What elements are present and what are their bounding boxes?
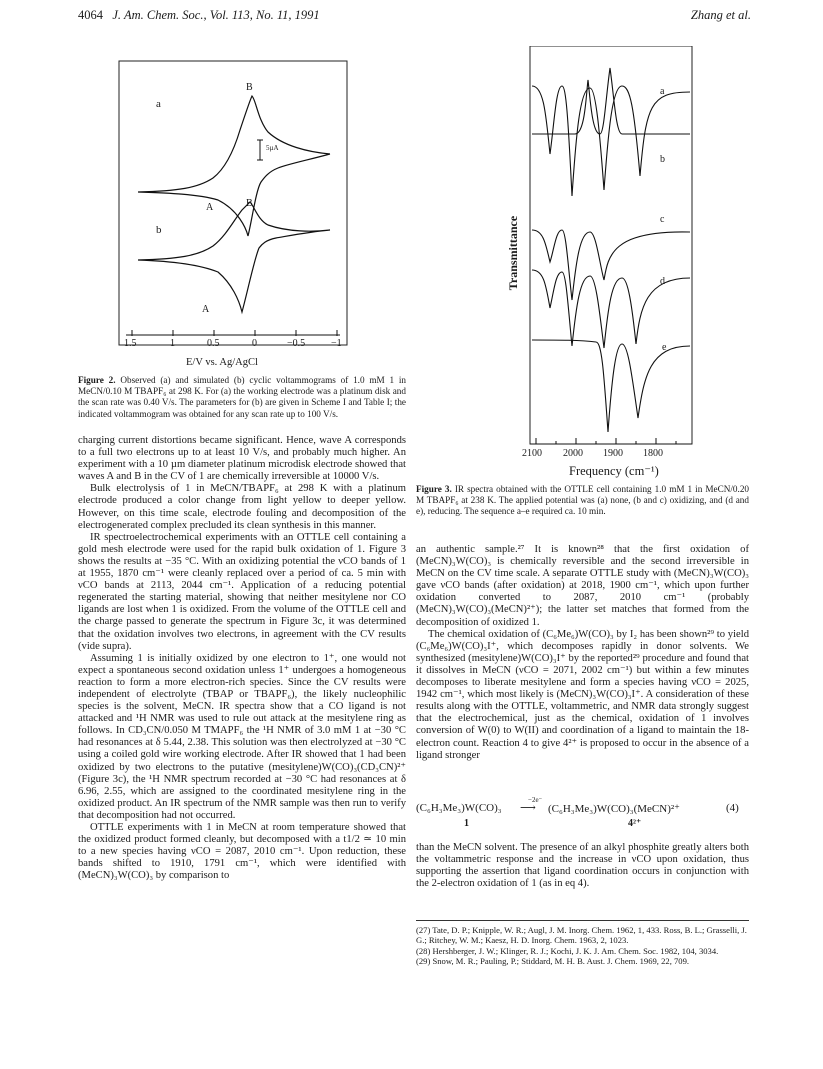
wave-label-b2: B xyxy=(246,198,253,209)
references-divider xyxy=(416,920,749,921)
figure-2-caption-label: Figure 2. xyxy=(78,375,116,385)
ir-trace-d xyxy=(532,270,690,348)
figure-2-caption xyxy=(78,375,406,420)
references xyxy=(416,925,749,966)
compound-label-4: 4²⁺ xyxy=(628,818,642,829)
tick-label: 0.5 xyxy=(207,338,220,349)
figure-2-caption-text: Observed (a) and simulated (b) cyclic voltammograms of 1.0 mM 1 in MeCN/0.10 M TBAPF₆ at 298 K. For (a) the working electrode was a platinum disk and the scan rate was 0.40 V/s. The parameters for (b) are given in Scheme I and Table I; the indicated voltammogram was obtained for any scan rate up to 100 V/s. xyxy=(78,375,406,419)
figure-3-ir-spectra xyxy=(500,46,730,466)
figure-3-ylabel: Transmittance xyxy=(506,215,520,291)
paragraph: charging current distortions became significant. Hence, wave A corresponds to a full two electrons up to at least 10 V/s, and probably much higher. An experiment with a 10 µm diameter platinum microdisk electrode showed that waves A and B in the CV of 1 are chemically irreversible at 10000 V/s. xyxy=(78,435,406,483)
equation-arrow-label: −2e⁻ xyxy=(528,796,543,804)
tick-label: 1 xyxy=(170,338,175,349)
paragraph: an authentic sample.²⁷ It is known²⁸ that the first oxidation of (MeCN)₃W(CO)₃ is chemically reversible and the second irreversible in MeCN on the CV time scale. A separate OTTLE study with (MeCN)₃W(CO)₃ gave νCO bands (after oxidation) at 2018, 1900 cm⁻¹, which upon further oxidation converted to 2087, 2010 cm⁻¹ (probably (MeCN)₃W(CO)₃(MeCN)²⁺); the latter set matches that formed from the decomposition of oxidized 1. xyxy=(416,544,749,628)
page-number: 4064 xyxy=(78,8,103,22)
ir-trace-label: e xyxy=(662,342,667,353)
ir-trace-label: c xyxy=(660,214,665,225)
ir-trace-label: b xyxy=(660,154,665,165)
author-header: Zhang et al. xyxy=(690,8,751,22)
ir-trace-a xyxy=(532,68,690,134)
trace-label-b: b xyxy=(156,224,162,236)
ir-tick-label: 1800 xyxy=(643,448,663,459)
paragraph: Assuming 1 is initially oxidized by one electron to 1⁺, one would not expect a spontaneous second oxidation unless 1⁺ undergoes a homogeneous reaction to form a more electron-rich species. Since the CV results were independent of electrolyte (TBAP or TBAPF₆), the likely nucleophilic species is the solvent, MeCN. IR spectra show that a CO ligand is not attacked and ¹H NMR was used to rule out attack at the mesitylene ring as follows. In CD₃CN/0.050 M TMAPF₆ the ¹H NMR of 3.0 mM 1 at −30 °C had resonances at δ 5.44, 2.38. This solution was then electrolyzed at −30 °C using a coiled gold wire working electrode. After IR showed that 1 had been oxidized by two electrons to the putative (mesitylene)W(CO)₃(CD₃CN)²⁺ (Figure 3c), the ¹H NMR spectrum recorded at −30 °C had resonances at δ 6.96, 2.55, which are assigned to the coordinated mesitylene ring in the oxidized product. An IR spectrum of the NMR sample was then run to verify that decomposition had not occurred. xyxy=(78,652,406,821)
figure-3-caption-label: Figure 3. xyxy=(416,484,452,494)
right-column-continued xyxy=(416,842,749,890)
wave-label-a1: A xyxy=(206,202,214,213)
equation-number: (4) xyxy=(726,802,739,814)
reference: (28) Hershberger, J. W.; Klinger, R. J.; Kochi, J. K. J. Am. Chem. Soc. 1982, 104, 3034. xyxy=(416,945,719,956)
equation-arrow: ⟶ xyxy=(520,802,536,814)
running-header xyxy=(78,8,320,23)
journal-citation: J. Am. Chem. Soc., Vol. 113, No. 11, 1991 xyxy=(112,8,320,22)
ir-tick-label: 2000 xyxy=(563,448,583,459)
compound-label-1: 1 xyxy=(464,818,469,829)
equation-4 xyxy=(416,796,749,836)
reference: (27) Tate, D. P.; Knipple, W. R.; Augl, J. M. Inorg. Chem. 1962, 1, 433. Ross, B. L.; Grasselli, J. G.; Ritchey, W. M.; Kaesz, H. D. Inorg. Chem. 1963, 2, 1023. xyxy=(416,925,747,946)
figure-3-caption-text: IR spectra obtained with the OTTLE cell containing 1.0 mM 1 in MeCN/0.20 M TBAPF₆ at 238 K. The applied potential was (a) none, (b and c) oxidizing, and (d and e), reducing. The sequence a–e required ca. 10 min. xyxy=(416,484,750,517)
equation-product: (C₆H₃Me₃)W(CO)₃(MeCN)²⁺ xyxy=(548,803,680,815)
ir-trace-b xyxy=(532,86,690,196)
ir-trace-label: a xyxy=(660,86,665,97)
reference: (29) Snow, M. R.; Pauling, P.; Stiddard, M. H. B. Aust. J. Chem. 1969, 22, 709. xyxy=(416,955,690,966)
ir-trace-e xyxy=(532,340,690,432)
wave-label-a2: A xyxy=(202,304,210,315)
paragraph: OTTLE experiments with 1 in MeCN at room temperature showed that the oxidized product formed cleanly, but decomposed with a t1/2 ≃ 10 min to a new species having νCO = 2087, 2010 cm⁻¹. Upon reduction, these bands shifted to 1910, 1791 cm⁻¹, which were identified with (MeCN)₃W(CO)₃ by comparison to xyxy=(78,822,406,882)
figure-3-xlabel: Frequency (cm⁻¹) xyxy=(569,464,659,478)
tick-label: −1 xyxy=(331,338,342,349)
cv-trace-b xyxy=(138,202,330,312)
figure-3 xyxy=(500,46,730,466)
paragraph: The chemical oxidation of (C₆Me₆)W(CO)₃ by I₂ has been shown²⁹ to yield (C₆Me₆)W(CO)₃I⁺, which decomposes rapidly in donor solvents. We synthesized (mesitylene)W(CO)₃I⁺ by the reported²⁹ procedure and found that it dissolves in MeCN (νCO = 2071, 2002 cm⁻¹) but within a few minutes decomposes to liberate mesitylene and form a species having νCO = 2025, 1942 cm⁻¹, which most likely is (MeCN)₃W(CO)₃I⁺. A consideration of these results along with the OTTLE, voltammetric, and NMR data strongly suggest that the electrochemical, just as the chemical, oxidation of 1 involves conversion of W(0) to W(II) and coordination of a ligand to maintain the 18-electron count. Reaction 4 to give 4²⁺ is proposed to occur in the absence of a ligand stronger xyxy=(416,628,749,761)
ir-tick-label: 2100 xyxy=(522,448,542,459)
trace-label-a: a xyxy=(156,98,161,110)
paragraph: Bulk electrolysis of 1 in MeCN/TBAPF₆ at 298 K with a platinum electrode produced a color change from light yellow to deeper yellow. However, on this time scale, electrode fouling and decomposition of the electrogenerated complex precluded its clean synthesis in this manner. xyxy=(78,483,406,531)
paragraph: IR spectroelectrochemical experiments with an OTTLE cell containing a gold mesh electrode were used for the rapid bulk oxidation of 1. Figure 3 shows the results at −35 °C. With an oxidizing potential the νCO bands of 1 at 1955, 1870 cm⁻¹ were cleanly replaced over a period of ca. 5 min with νCO bands at 2113, 2044 cm⁻¹. Application of a reducing potential regenerated the starting material, showing that neither mesitylene nor CO ligands are lost when 1 is oxidized. From the volume of the OTTLE cell and the charge passed to generate the spectrum in Figure 3c, it was determined that the oxidation involves two electrons, in agreement with the CV results (vide supra). xyxy=(78,531,406,652)
right-column xyxy=(416,544,749,762)
figure-2 xyxy=(118,60,348,370)
current-scale-label: 5µA xyxy=(266,144,279,152)
wave-label-b1: B xyxy=(246,82,253,93)
left-column xyxy=(78,435,406,882)
cv-trace-a xyxy=(138,96,330,236)
tick-label: −0.5 xyxy=(287,338,306,349)
figure-2-voltammograms xyxy=(118,60,348,370)
paragraph: than the MeCN solvent. The presence of an alkyl phosphite greatly alters both the voltammetric response and the increase in νCO upon oxidation, thus supporting the assertion that ligand coordination occurs in conjunction with the 2-electron oxidation of 1 (as in eq 4). xyxy=(416,842,749,890)
ir-tick-label: 1900 xyxy=(603,448,623,459)
tick-label: 0 xyxy=(252,338,257,349)
ir-trace-label: d xyxy=(660,276,665,287)
figure-3-caption xyxy=(416,484,749,518)
figure-2-frame xyxy=(119,61,347,345)
ir-trace-c xyxy=(532,230,690,300)
tick-label: 1.5 xyxy=(124,338,137,349)
equation-reactant: (C₆H₃Me₃)W(CO)₃ xyxy=(416,802,502,814)
figure-2-xlabel: E/V vs. Ag/AgCl xyxy=(186,357,258,368)
